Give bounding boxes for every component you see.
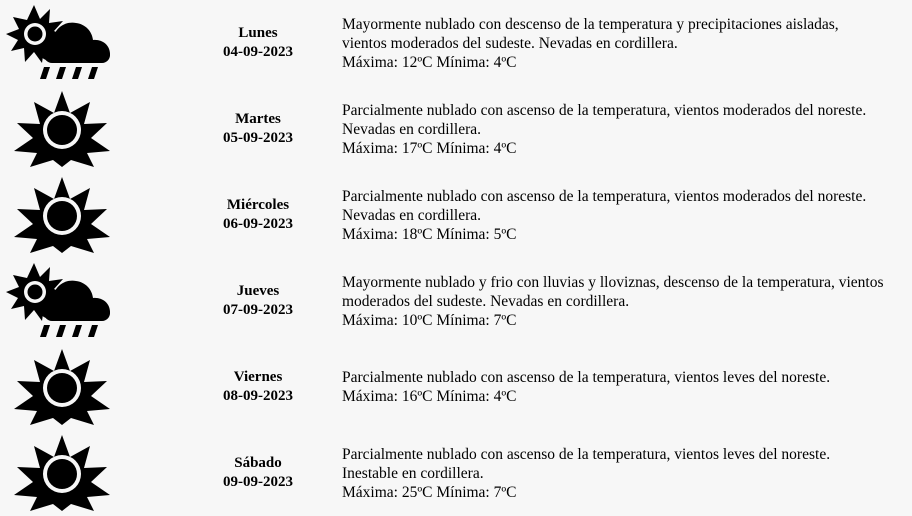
day-date: 09-09-2023 bbox=[223, 474, 293, 490]
day-name: Miércoles bbox=[226, 197, 290, 213]
description-line-2: Nevadas en cordillera. bbox=[342, 206, 482, 224]
sun-icon bbox=[6, 347, 121, 427]
table-row bbox=[0, 430, 912, 516]
forecast-icon-cell bbox=[0, 86, 180, 172]
temperature-line: Máxima: 17ºC Mínima: 4ºC bbox=[342, 139, 517, 157]
forecast-day-cell bbox=[180, 430, 336, 516]
temperature-line: Máxima: 16ºC Mínima: 4ºC bbox=[342, 388, 517, 405]
forecast-description-cell bbox=[336, 344, 912, 430]
forecast-icon-cell bbox=[0, 344, 180, 430]
sun-icon bbox=[6, 175, 121, 255]
description-line-1: Parcialmente nublado con ascenso de la temperatura, vientos leves del noreste. bbox=[342, 369, 831, 386]
forecast-icon-cell bbox=[0, 258, 180, 344]
forecast-icon-cell bbox=[0, 0, 180, 86]
day-date: 04-09-2023 bbox=[223, 44, 293, 60]
sun-icon bbox=[6, 89, 121, 169]
forecast-day-cell bbox=[180, 0, 336, 86]
forecast-description-cell bbox=[336, 430, 912, 516]
day-date: 08-09-2023 bbox=[223, 388, 293, 404]
forecast-day-cell bbox=[180, 258, 336, 344]
day-name: Jueves bbox=[236, 283, 280, 299]
description-line-1: Parcialmente nublado con ascenso de la temperatura, vientos moderados del noreste. bbox=[342, 187, 867, 205]
table-row bbox=[0, 86, 912, 172]
table-row bbox=[0, 172, 912, 258]
temperature-line: Máxima: 25ºC Mínima: 7ºC bbox=[342, 483, 517, 501]
table-row bbox=[0, 0, 912, 86]
sun-behind-rain-cloud-icon bbox=[6, 3, 121, 83]
day-name: Martes bbox=[235, 111, 281, 127]
forecast-description-cell bbox=[336, 0, 912, 86]
forecast-description-cell bbox=[336, 86, 912, 172]
description-line-2: moderados del sudeste. Nevadas en cordillera. bbox=[342, 292, 630, 310]
day-date: 07-09-2023 bbox=[223, 302, 293, 318]
description-line-2: Nevadas en cordillera. bbox=[342, 120, 482, 138]
description-line-1: Parcialmente nublado con ascenso de la temperatura, vientos moderados del noreste. bbox=[342, 101, 867, 119]
day-date: 05-09-2023 bbox=[223, 130, 293, 146]
day-name: Lunes bbox=[238, 25, 278, 41]
table-row bbox=[0, 344, 912, 430]
description-line-2: vientos moderados del sudeste. Nevadas en cordillera. bbox=[342, 34, 678, 52]
day-name: Sábado bbox=[234, 455, 282, 471]
forecast-day-cell bbox=[180, 172, 336, 258]
temperature-line: Máxima: 12ºC Mínima: 4ºC bbox=[342, 53, 517, 71]
description-line-1: Parcialmente nublado con ascenso de la temperatura, vientos leves del noreste. bbox=[342, 445, 831, 463]
forecast-description-cell bbox=[336, 172, 912, 258]
day-name: Viernes bbox=[233, 369, 283, 385]
sun-behind-rain-cloud-icon bbox=[6, 261, 121, 341]
temperature-line: Máxima: 18ºC Mínima: 5ºC bbox=[342, 225, 517, 243]
description-line-1: Mayormente nublado con descenso de la temperatura y precipitaciones aisladas, bbox=[342, 15, 839, 33]
forecast-icon-cell bbox=[0, 430, 180, 516]
temperature-line: Máxima: 10ºC Mínima: 7ºC bbox=[342, 311, 517, 329]
day-date: 06-09-2023 bbox=[223, 216, 293, 232]
forecast-description-cell bbox=[336, 258, 912, 344]
sun-icon bbox=[6, 433, 121, 513]
forecast-day-cell bbox=[180, 86, 336, 172]
table-row bbox=[0, 258, 912, 344]
forecast-icon-cell bbox=[0, 172, 180, 258]
description-line-2: Inestable en cordillera. bbox=[342, 464, 484, 482]
forecast-day-cell bbox=[180, 344, 336, 430]
description-line-1: Mayormente nublado y frio con lluvias y lloviznas, descenso de la temperatura, vientos bbox=[342, 273, 884, 291]
